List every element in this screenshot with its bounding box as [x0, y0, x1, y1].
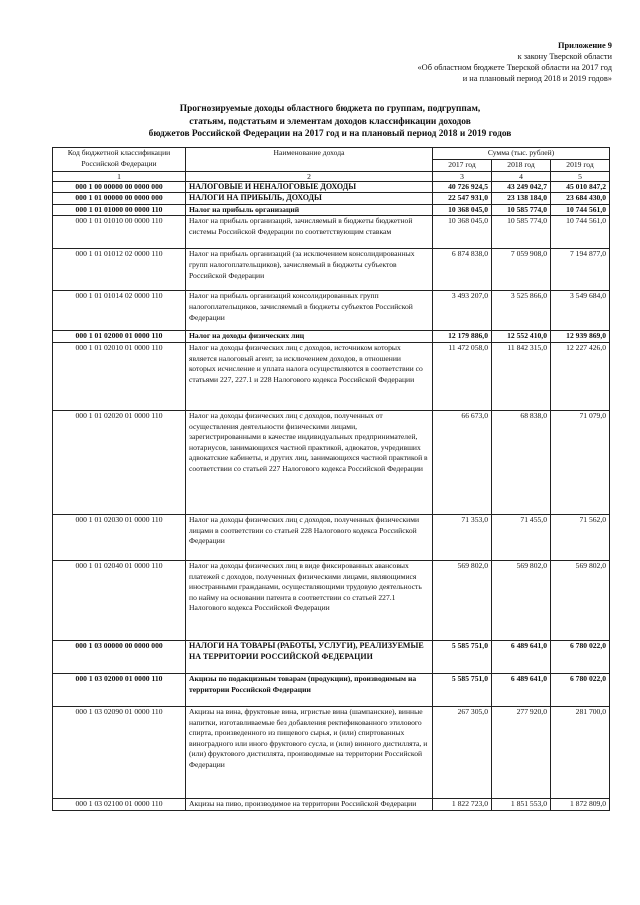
document-title: [60, 103, 600, 141]
row-value-2019: 7 194 877,0: [551, 249, 610, 291]
row-value-2017: 569 802,0: [433, 560, 492, 640]
row-value-2018: 10 585 774,0: [492, 204, 551, 216]
row-value-2019: 3 549 684,0: [551, 291, 610, 331]
table-row: [53, 673, 610, 706]
table-row: [53, 249, 610, 291]
revenue-table: [52, 147, 610, 811]
row-code: 000 1 03 02100 01 0000 110: [53, 798, 186, 810]
column-number: 4: [492, 171, 551, 181]
header-year-2019: 2019 год: [551, 160, 610, 172]
table-row: [53, 181, 610, 193]
column-number: 3: [433, 171, 492, 181]
row-value-2017: 10 368 045,0: [433, 204, 492, 216]
row-value-2017: 3 493 207,0: [433, 291, 492, 331]
row-name: Налог на прибыль организаций: [186, 204, 433, 216]
appendix-line: и на плановый период 2018 и 2019 годов»: [462, 74, 612, 83]
row-name: Акцизы на пиво, производимое на территории Российской Федерации: [186, 798, 433, 810]
title-line: бюджетов Российской Федерации на 2017 год и на плановый период 2018 и 2019 годов: [148, 129, 512, 139]
table-row: [53, 216, 610, 249]
row-value-2019: 71 079,0: [551, 410, 610, 514]
row-value-2019: 10 744 561,0: [551, 204, 610, 216]
table-row: [53, 410, 610, 514]
row-value-2018: 1 851 553,0: [492, 798, 551, 810]
appendix-header: [417, 40, 612, 84]
row-code: 000 1 03 02090 01 0000 110: [53, 706, 186, 798]
row-value-2018: 7 059 908,0: [492, 249, 551, 291]
row-code: 000 1 01 02040 01 0000 110: [53, 560, 186, 640]
row-value-2018: 68 838,0: [492, 410, 551, 514]
row-value-2019: 45 010 847,2: [551, 181, 610, 193]
table-row: [53, 342, 610, 410]
row-name: Налог на прибыль организаций (за исключением консолидированных групп налогоплательщиков), зачисляемый в бюджеты субъектов Российской Федерации: [186, 249, 433, 291]
row-value-2017: 40 726 924,5: [433, 181, 492, 193]
table-row: [53, 193, 610, 205]
row-code: 000 1 01 02010 01 0000 110: [53, 342, 186, 410]
appendix-line: к закону Тверской области: [517, 52, 612, 61]
row-value-2017: 6 874 838,0: [433, 249, 492, 291]
row-name: Налог на доходы физических лиц с доходов, полученных от осуществления деятельности физическими лицами, зарегистрированными в качестве индивидуальных предпринимателей, нотариусов, занимающихся частной практикой, адвокатов, учредивших адвокатские кабинеты, и других лиц, занимающихся частной практикой в соответствии со статьей 227 Налогового кодекса Российской Федерации: [186, 410, 433, 514]
row-code: 000 1 01 01012 02 0000 110: [53, 249, 186, 291]
row-name-text: НАЛОГИ НА ПРИБЫЛЬ, ДОХОДЫ: [189, 193, 322, 203]
row-value-2017: 267 305,0: [433, 706, 492, 798]
table-row: [53, 640, 610, 673]
row-value-2019: 569 802,0: [551, 560, 610, 640]
row-name: [186, 640, 433, 673]
row-code: 000 1 01 02000 01 0000 110: [53, 331, 186, 343]
table-row: [53, 798, 610, 810]
row-name: Налог на прибыль организаций, зачисляемый в бюджеты бюджетной системы Российской Федерации по соответствующим ставкам: [186, 216, 433, 249]
row-code: 000 1 01 02030 01 0000 110: [53, 514, 186, 560]
header-year-2017: 2017 год: [433, 160, 492, 172]
header-sum: Сумма (тыс. рублей): [433, 148, 610, 160]
row-value-2019: 281 700,0: [551, 706, 610, 798]
row-value-2018: 569 802,0: [492, 560, 551, 640]
appendix-line: «Об областном бюджете Тверской области на 2017 год: [417, 63, 612, 72]
row-value-2017: 10 368 045,0: [433, 216, 492, 249]
row-name-text: НАЛОГОВЫЕ И НЕНАЛОГОВЫЕ ДОХОДЫ: [189, 181, 357, 191]
row-name: Налог на доходы физических лиц с доходов, источником которых является налоговый агент, за исключением доходов, в отношении которых исчисление и уплата налога осуществляются в соответствии со статьями 227, 227.1 и 228 Налогового кодекса Российской Федерации: [186, 342, 433, 410]
header-name: Наименование дохода: [186, 148, 433, 172]
row-value-2018: 277 920,0: [492, 706, 551, 798]
row-name: Акцизы по подакцизным товарам (продукции), производимым на территории Российской Федерации: [186, 673, 433, 706]
title-line: Прогнозируемые доходы областного бюджета по группам, подгруппам,: [179, 104, 481, 114]
row-value-2018: 71 455,0: [492, 514, 551, 560]
table-row: [53, 204, 610, 216]
row-value-2018: 23 138 184,0: [492, 193, 551, 205]
row-name: Акцизы на вина, фруктовые вина, игристые вина (шампанские), винные напитки, изготавливаемые без добавления ректификованного этилового спирта, произведенного из пищевого сырья, и (или) спиртованных виноградного или иного фруктового сусла, и (или) винного дистиллята, и (или) фруктового дистиллята, производимые на территории Российской Федерации: [186, 706, 433, 798]
column-number: 5: [551, 171, 610, 181]
row-value-2017: 66 673,0: [433, 410, 492, 514]
row-value-2017: 11 472 058,0: [433, 342, 492, 410]
row-value-2017: 12 179 886,0: [433, 331, 492, 343]
row-value-2018: 43 249 042,7: [492, 181, 551, 193]
row-value-2019: 6 780 022,0: [551, 673, 610, 706]
row-name: Налог на доходы физических лиц: [186, 331, 433, 343]
row-name: [186, 181, 433, 193]
row-code: 000 1 01 00000 00 0000 000: [53, 193, 186, 205]
row-value-2018: 11 842 315,0: [492, 342, 551, 410]
table-row: [53, 706, 610, 798]
header-code: Код бюджетной классификации Российской Федерации: [53, 148, 186, 172]
row-code: 000 1 01 01010 00 0000 110: [53, 216, 186, 249]
column-number: 2: [186, 171, 433, 181]
row-value-2019: 10 744 561,0: [551, 216, 610, 249]
row-value-2017: 22 547 931,0: [433, 193, 492, 205]
row-name: Налог на доходы физических лиц с доходов, полученных физическими лицами в соответствии со статьей 228 Налогового кодекса Российской Федерации: [186, 514, 433, 560]
table-row: [53, 331, 610, 343]
row-value-2017: 5 585 751,0: [433, 673, 492, 706]
row-value-2017: 5 585 751,0: [433, 640, 492, 673]
row-value-2019: 12 939 869,0: [551, 331, 610, 343]
column-number: 1: [53, 171, 186, 181]
row-value-2019: 71 562,0: [551, 514, 610, 560]
row-name: [186, 193, 433, 205]
row-value-2018: 6 489 641,0: [492, 673, 551, 706]
header-year-2018: 2018 год: [492, 160, 551, 172]
row-value-2019: 23 684 430,0: [551, 193, 610, 205]
row-value-2017: 1 822 723,0: [433, 798, 492, 810]
row-value-2018: 10 585 774,0: [492, 216, 551, 249]
row-code: 000 1 01 01000 00 0000 110: [53, 204, 186, 216]
table-row: [53, 560, 610, 640]
row-value-2017: 71 353,0: [433, 514, 492, 560]
appendix-number: Приложение 9: [557, 41, 612, 50]
row-value-2018: 3 525 866,0: [492, 291, 551, 331]
table-row: [53, 514, 610, 560]
row-code: 000 1 01 02020 01 0000 110: [53, 410, 186, 514]
title-line: статьям, подстатьям и элементам доходов классификации доходов: [189, 116, 471, 127]
row-value-2019: 1 872 809,0: [551, 798, 610, 810]
row-name: Налог на доходы физических лиц в виде фиксированных авансовых платежей с доходов, полученных физическими лицами, являющимися иностранными гражданами, осуществляющими трудовую деятельность по найму на основании патента в соответствии со статьей 227.1 Налогового кодекса Российской Федерации: [186, 560, 433, 640]
row-name-text: НАЛОГИ НА ТОВАРЫ (РАБОТЫ, УСЛУГИ), РЕАЛИЗУЕМЫЕ НА ТЕРРИТОРИИ РОССИЙСКОЙ ФЕДЕРАЦИИ: [189, 640, 424, 661]
row-code: 000 1 03 00000 00 0000 000: [53, 640, 186, 673]
row-value-2019: 6 780 022,0: [551, 640, 610, 673]
row-name: Налог на прибыль организаций консолидированных групп налогоплательщиков, зачисляемый в бюджеты субъектов Российской Федерации: [186, 291, 433, 331]
row-value-2019: 12 227 426,0: [551, 342, 610, 410]
row-code: 000 1 01 01014 02 0000 110: [53, 291, 186, 331]
table-row: [53, 291, 610, 331]
row-value-2018: 12 552 410,0: [492, 331, 551, 343]
row-code: 000 1 00 00000 00 0000 000: [53, 181, 186, 193]
row-code: 000 1 03 02000 01 0000 110: [53, 673, 186, 706]
row-value-2018: 6 489 641,0: [492, 640, 551, 673]
